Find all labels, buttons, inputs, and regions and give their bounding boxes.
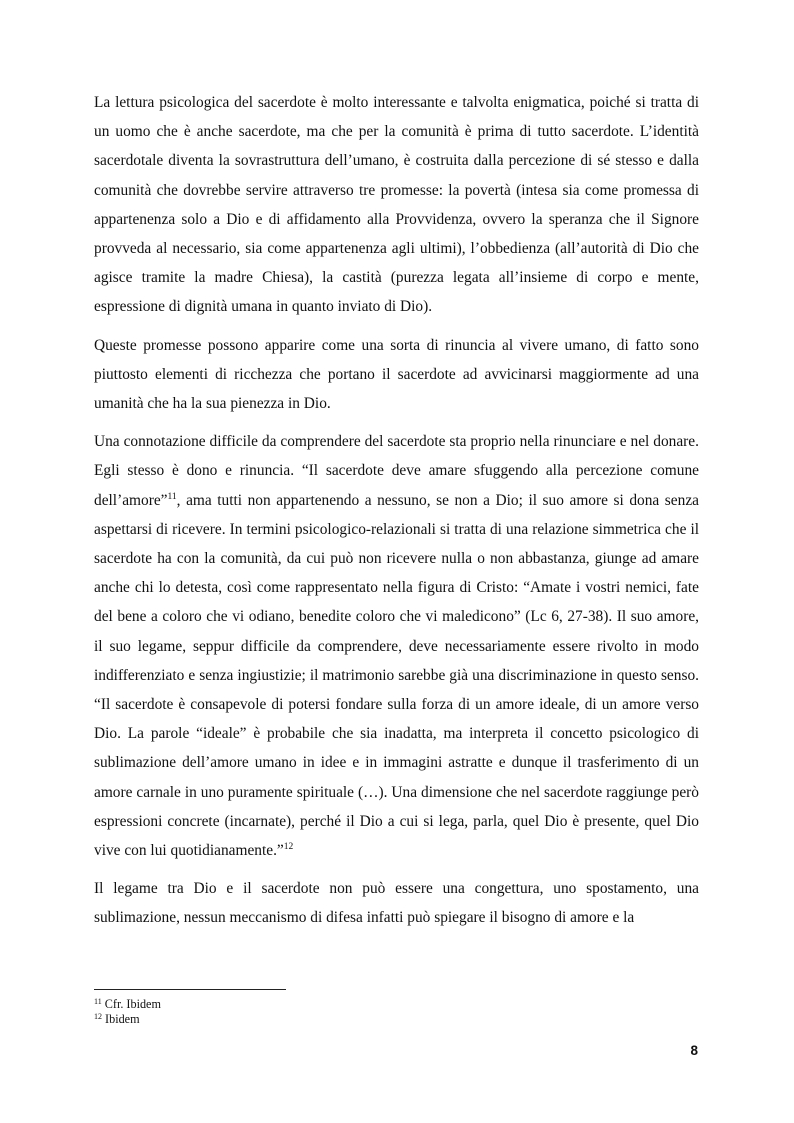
- paragraph-3-text-middle: , ama tutti non appartenendo a nessuno, se non a Dio; il suo amore si dona senza aspettarsi di ricevere. In termini psicologico-relazionali si tratta di una relazione simmetrica che il sacerdote ha con la comunità, da cui può non ricevere nulla o non abbastanza, giunge ad amare anche chi lo detesta, così come rappresentato nella figura di Cristo: “Amate i vostri nemici, fate del bene a coloro che vi odiano, benedite coloro che vi maledicono” (Lc 6, 27-38). Il suo amore, il suo legame, seppur difficile da comprendere, deve necessariamente essere rivolto in modo indifferenziato e senza ingiustizie; il matrimonio sarebbe già una discriminazione in questo senso. “Il sacerdote è consapevole di potersi fondare sulla forza di un amore ideale, di un amore verso Dio. La parole “ideale” è probabile che sia inadatta, ma interpreta il concetto psicologico di sublimazione dell’amore umano in idee e in immagini astratte e dunque il trasferimento di un amore carnale in uno puramente spirituale (…). Una dimensione che nel sacerdote raggiunge però espressioni concrete (incarnate), perché il Dio a cui si lega, parla, quel Dio è presente, quel Dio vive con lui quotidianamente.”: [94, 491, 699, 860]
- footnote-number: 11: [94, 997, 102, 1006]
- footnote-ref-12[interactable]: 12: [283, 842, 294, 853]
- paragraph-2-text: Queste promesse possono apparire come una sorta di rinuncia al vivere umano, di fatto sono piuttosto elementi di ricchezza che portano il sacerdote ad avvicinarsi maggiormente ad una umanità che ha la sua pienezza in Dio.: [94, 336, 699, 413]
- paragraph-4-text: Il legame tra Dio e il sacerdote non può essere una congettura, uno spostamento, una sublimazione, nessun meccanismo di difesa infatti può spiegare il bisogno di amore e la: [94, 880, 699, 927]
- footnote-text: Cfr. Ibidem: [104, 997, 161, 1011]
- paragraph-2: [94, 331, 699, 419]
- body-text: [94, 88, 699, 942]
- footnote-number: 12: [94, 1012, 102, 1021]
- paragraph-4: [94, 874, 699, 932]
- paragraph-3-text-start: Una connotazione difficile da comprendere del sacerdote sta proprio nella rinunciare e nel donare. Egli stesso è dono e rinuncia. “Il sacerdote deve amare sfuggendo alla percezione comune dell’amore”: [94, 433, 699, 509]
- paragraph-1-text: La lettura psicologica del sacerdote è molto interessante e talvolta enigmatica, poiché si tratta di un uomo che è anche sacerdote, ma che per la comunità è prima di tutto sacerdote. L’identità sacerdotale diventa la sovrastruttura dell’umano, è costruita dalla percezione di sé stesso e dalla comunità che dovrebbe servire attraverso tre promesse: la povertà (intesa sia come promessa di appartenenza solo a Dio e di affidamento alla Provvidenza, ovvero la speranza che il Signore provveda al necessario, sia come appartenenza agli ultimi), l’obbedienza (all’autorità di Dio che agisce tramite la madre Chiesa), la castità (purezza legata all’insieme di corpo e mente, espressione di dignità umana in quanto inviato di Dio).: [94, 94, 699, 316]
- footnote-separator: [94, 989, 286, 990]
- footnotes: [94, 997, 699, 1027]
- paragraph-3: [94, 427, 699, 865]
- footnote-12: [94, 1012, 699, 1027]
- footnote-11: [94, 997, 699, 1012]
- footnote-text: Ibidem: [105, 1012, 140, 1026]
- footnote-ref-11[interactable]: 11: [167, 491, 177, 502]
- paragraph-1: [94, 88, 699, 322]
- page-number: 8: [690, 1043, 698, 1058]
